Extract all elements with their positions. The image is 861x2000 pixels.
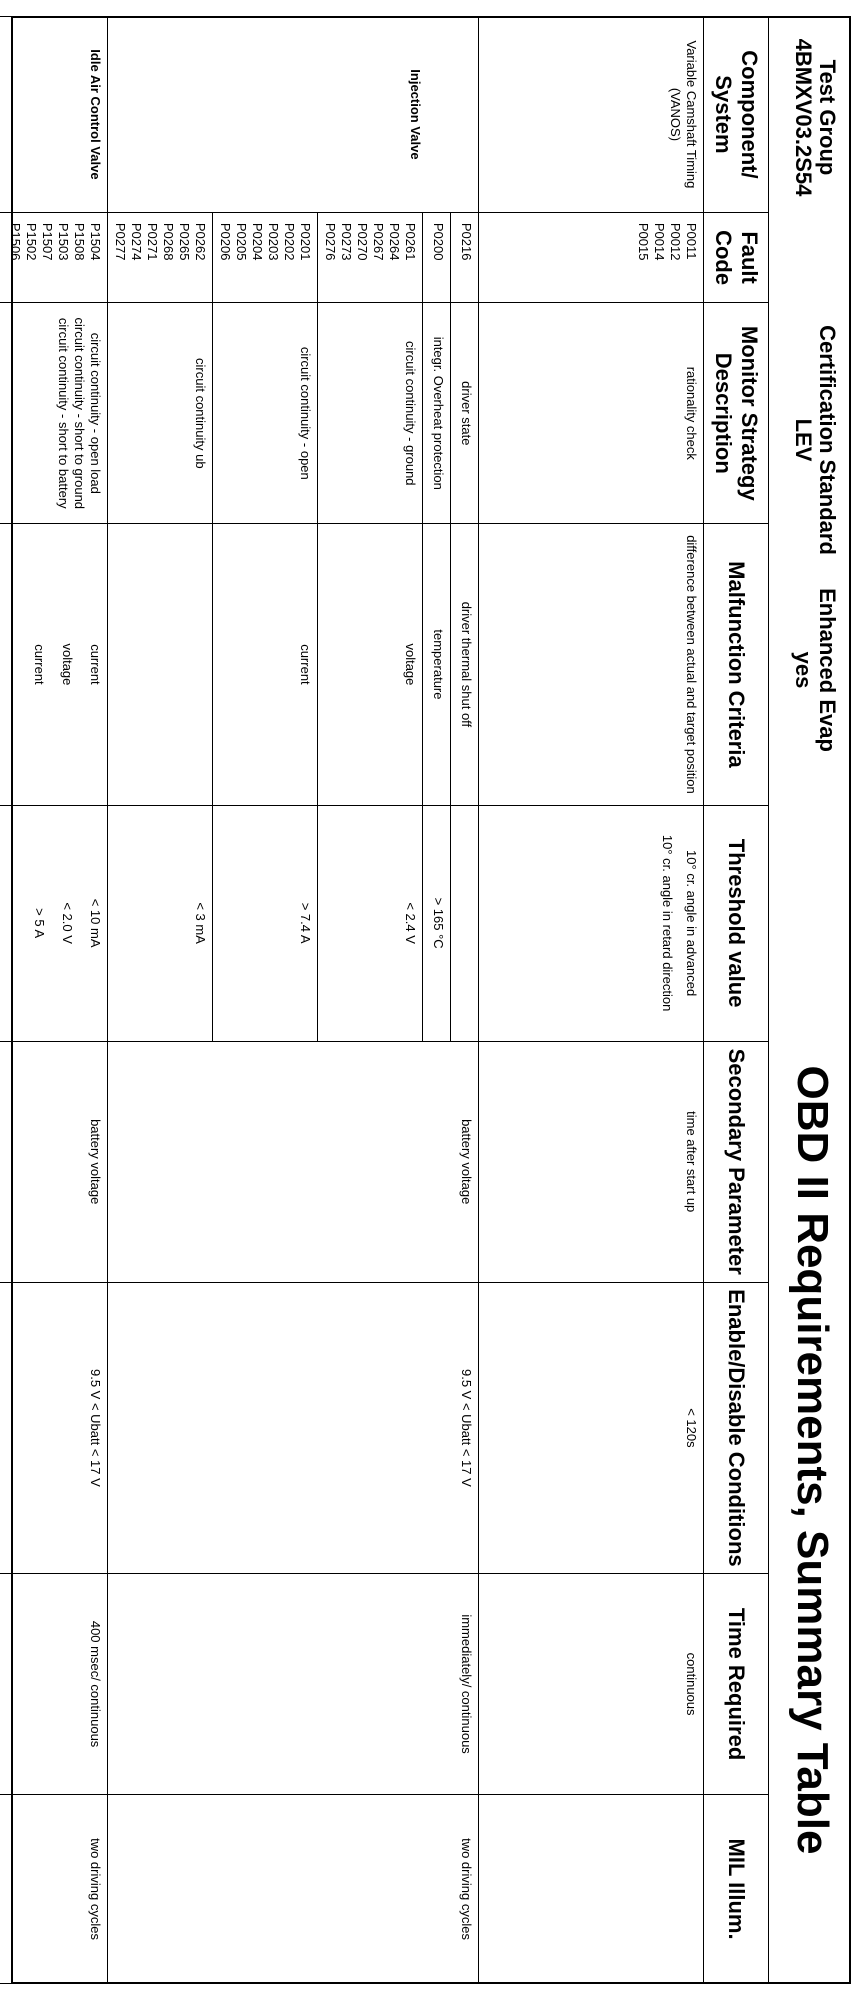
fault-code: P0201 [298, 222, 313, 261]
certification-label: Certification Standard [815, 325, 840, 555]
vanos-mil [479, 1795, 704, 1984]
injection-malfunction: driver thermal shut off [451, 524, 479, 805]
injection-threshold [451, 805, 479, 1041]
fault-code: P0203 [266, 222, 281, 261]
fault-code: P0273 [339, 222, 354, 261]
idle-air-codes [0, 212, 108, 302]
injection-component: Injection Valve [108, 17, 479, 213]
fault-code: P0202 [282, 222, 297, 261]
threshold-line: < 2.0 V [60, 902, 75, 944]
injection-threshold: < 2.4 V [318, 805, 423, 1041]
fault-code: P0267 [371, 222, 386, 261]
fault-code: P0265 [177, 222, 192, 261]
threshold-line: > 5 A [32, 908, 47, 939]
injection-codes [451, 212, 479, 302]
injection-malfunction [108, 524, 213, 805]
injection-monitor: circuit continuity - open [213, 303, 318, 524]
evap-value: yes [791, 651, 816, 689]
malfunction-line: current [88, 644, 103, 685]
idle-air-mil: two driving cycles [0, 1795, 108, 1984]
vanos-malfunction: difference between actual and target position [479, 524, 704, 805]
idle-air-secondary: battery voltage [0, 1041, 108, 1282]
idle-air-enable: 9.5 V < Ubatt < 17 V [0, 1282, 108, 1573]
test-group-label: Test Group [815, 59, 840, 176]
col-secondary: Secondary Parameter [704, 1041, 769, 1282]
malfunction-line: voltage [60, 643, 75, 686]
table-row [451, 17, 479, 1984]
injection-threshold: > 165 °C [423, 805, 451, 1041]
threshold-retard: 10° cr. angle in retard direction [660, 834, 675, 1012]
fault-code: P0011 [684, 222, 699, 260]
injection-codes [213, 212, 318, 302]
col-time: Time Required [704, 1574, 769, 1795]
header-row [704, 17, 769, 1984]
vanos-monitor: rationality check [479, 303, 704, 524]
threshold-advanced: 10° cr. angle in advanced [684, 850, 699, 997]
fault-code: P0264 [387, 222, 402, 261]
injection-threshold: > 7.4 A [213, 805, 318, 1041]
injection-monitor: driver state [451, 303, 479, 524]
fault-code: P0268 [161, 222, 176, 261]
fault-code: P0274 [129, 222, 144, 261]
injection-mil: two driving cycles [108, 1795, 479, 1984]
idle-air-time: 400 msec/ continuous [0, 1574, 108, 1795]
idle-air-monitor [0, 303, 108, 524]
vanos-secondary: time after start up [479, 1041, 704, 1282]
fault-code: P0204 [250, 222, 265, 261]
injection-secondary: battery voltage [108, 1041, 479, 1282]
summary-table [0, 16, 769, 1984]
fault-code: P1502 [24, 222, 39, 261]
col-fault-code: Fault Code [704, 212, 769, 302]
vanos-codes [479, 212, 704, 302]
fault-code: P0015 [636, 222, 651, 261]
col-threshold: Threshold value [704, 805, 769, 1041]
injection-codes [423, 212, 451, 302]
idle-air-component: Idle Air Control Valve [0, 17, 108, 213]
malfunction-line: current [32, 644, 47, 685]
col-malfunction: Malfunction Criteria [704, 524, 769, 805]
fault-code: P1508 [72, 222, 87, 261]
injection-malfunction: temperature [423, 524, 451, 805]
col-component: Component/ System [704, 17, 769, 213]
fault-code: P0271 [145, 222, 160, 261]
injection-codes [318, 212, 423, 302]
fault-code: P0261 [403, 222, 418, 261]
fault-code: P0012 [668, 222, 683, 261]
injection-codes [108, 212, 213, 302]
vanos-enable: < 120s [479, 1282, 704, 1573]
injection-malfunction: voltage [318, 524, 423, 805]
injection-malfunction: current [213, 524, 318, 805]
idle-air-threshold [0, 805, 108, 1041]
idle-air-malfunction [0, 524, 108, 805]
certification-value: LEV [791, 418, 816, 462]
injection-threshold: < 3 mA [108, 805, 213, 1041]
fault-code: P0014 [652, 222, 667, 261]
monitor-line: circuit continuity - open load [88, 332, 103, 494]
col-mil: MIL Illum. [704, 1795, 769, 1984]
fault-code: P0200 [431, 222, 446, 261]
test-group-header [791, 20, 839, 215]
fault-code: P0262 [193, 222, 208, 261]
table-row [0, 17, 108, 1984]
fault-code: P0205 [234, 222, 249, 261]
fault-code: P1507 [40, 222, 55, 261]
col-monitor: Monitor Strategy Description [704, 303, 769, 524]
test-group-value: 4BMXV03.2S54 [791, 38, 816, 197]
threshold-line: < 10 mA [88, 898, 103, 948]
table-row [479, 17, 704, 1984]
fault-code: P0276 [323, 222, 338, 261]
fault-code: P1504 [88, 222, 103, 261]
monitor-line: circuit continuity - short to ground [72, 317, 87, 510]
injection-time: immediately/ continuous [108, 1574, 479, 1795]
injection-monitor: integr. Overheat protection [423, 303, 451, 524]
evap-label: Enhanced Evap [815, 588, 840, 752]
evap-header [791, 460, 839, 880]
fault-code: P0206 [218, 222, 233, 261]
vanos-component: Variable Camshaft Timing (VANOS) [479, 17, 704, 213]
fault-code: P1503 [56, 222, 71, 261]
fault-code: P1506 [8, 222, 23, 261]
page-title: OBD II Requirements, Summary Table [788, 1065, 837, 1855]
injection-enable: 9.5 V < Ubatt < 17 V [108, 1282, 479, 1573]
injection-monitor: circuit continuity ub [108, 303, 213, 524]
fault-code: P0270 [355, 222, 370, 261]
monitor-line: circuit continuity - short to battery [56, 317, 71, 509]
vanos-threshold [479, 805, 704, 1041]
injection-monitor: circuit continuity - ground [318, 303, 423, 524]
vanos-time: continuous [479, 1574, 704, 1795]
fault-code: P0216 [459, 222, 474, 261]
fault-code: P0277 [113, 222, 128, 261]
col-enable: Enable/Disable Conditions [704, 1282, 769, 1573]
